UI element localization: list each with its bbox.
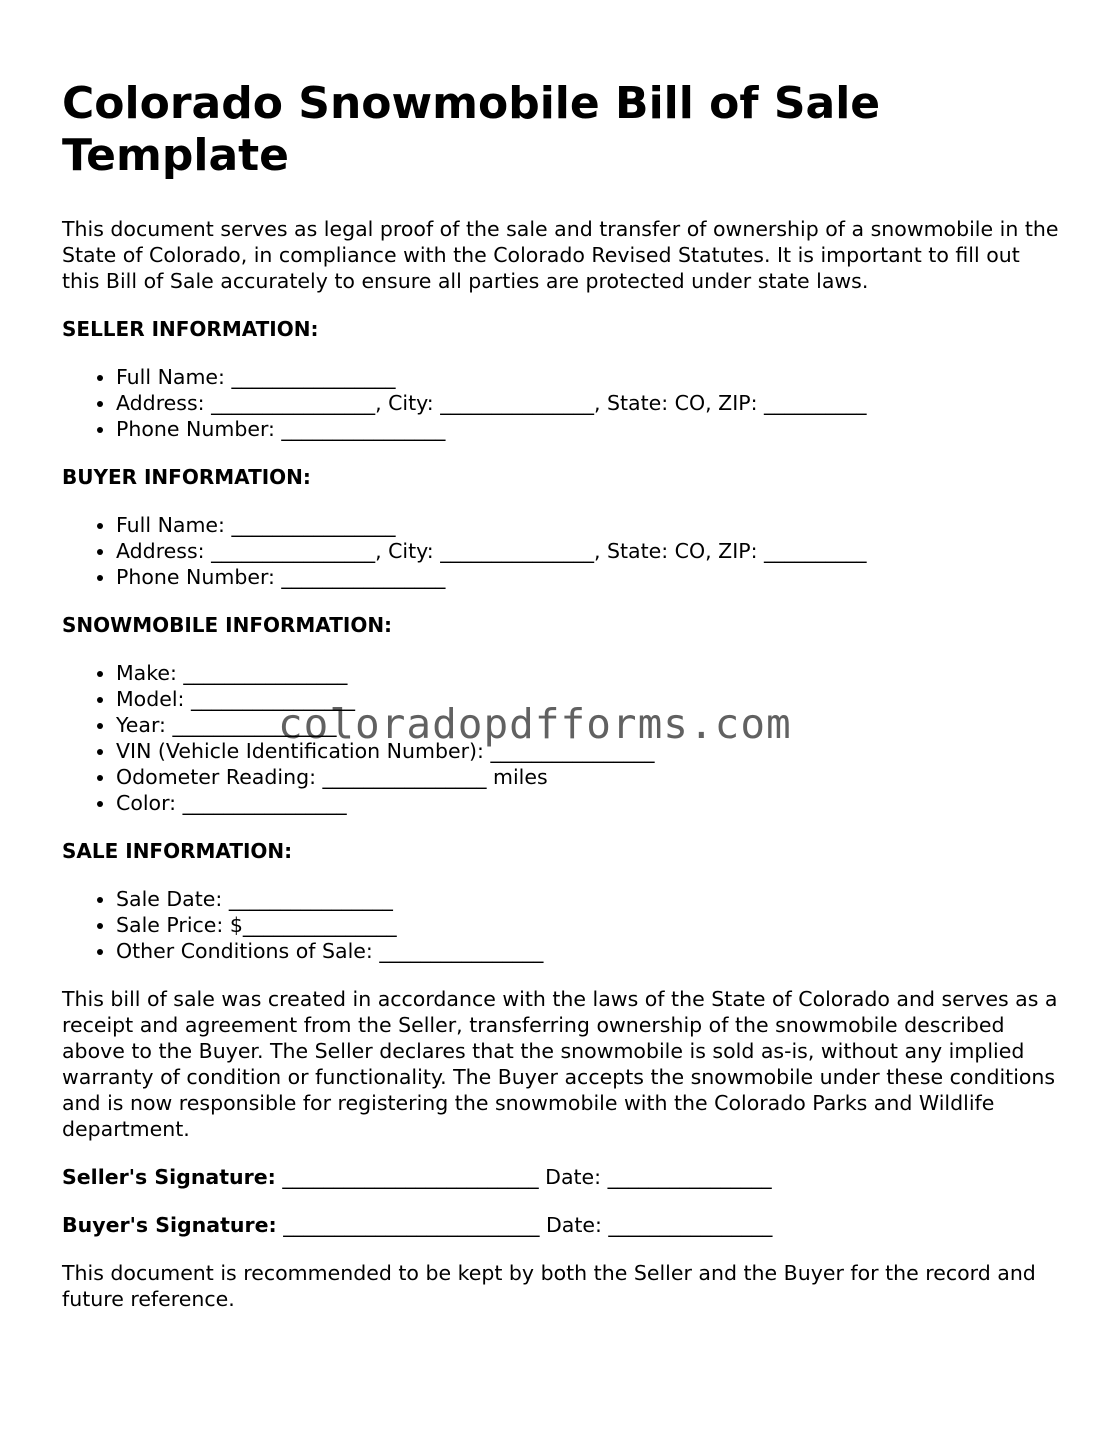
seller-address-field: • Address: ________________, City: _______________, State: CO, ZIP: __________ <box>116 390 1062 416</box>
sale-price-field: • Sale Price: $_______________ <box>116 912 1062 938</box>
buyer-signature-line <box>62 1212 1062 1238</box>
sale-list <box>62 886 1062 964</box>
buyer-full-name-field: • Full Name: ________________ <box>116 512 1062 538</box>
sale-conditions-field: • Other Conditions of Sale: ________________ <box>116 938 1062 964</box>
buyer-heading: BUYER INFORMATION: <box>62 465 311 489</box>
buyer-list <box>62 512 1062 590</box>
declaration-paragraph: This bill of sale was created in accordance with the laws of the State of Colorado and serves as a receipt and agreement from the Seller, transferring ownership of the snowmobile described above to the Buyer. The Seller declares that the snowmobile is sold as-is, without any implied warranty of condition or functionality. The Buyer accepts the snowmobile under these conditions and is now responsible for registering the snowmobile with the Colorado Parks and Wildlife department. <box>62 987 1058 1141</box>
seller-signature-blanks: _________________________ Date: ________________ <box>282 1165 772 1189</box>
seller-heading: SELLER INFORMATION: <box>62 317 319 341</box>
buyer-signature-label: Buyer's Signature: <box>62 1213 277 1237</box>
seller-phone-field: • Phone Number: ________________ <box>116 416 1062 442</box>
seller-signature-line <box>62 1164 1062 1190</box>
snowmobile-heading: SNOWMOBILE INFORMATION: <box>62 613 393 637</box>
snowmobile-year-field: • Year: ________________ <box>116 712 1062 738</box>
buyer-address-field: • Address: ________________, City: _______________, State: CO, ZIP: __________ <box>116 538 1062 564</box>
sale-date-field: • Sale Date: ________________ <box>116 886 1062 912</box>
sale-heading: SALE INFORMATION: <box>62 839 293 863</box>
intro-paragraph: This document serves as legal proof of the sale and transfer of ownership of a snowmobile in the State of Colorado, in compliance with the Colorado Revised Statutes. It is important to fill out this Bill of Sale accurately to ensure all parties are protected under state laws. <box>62 217 1059 293</box>
snowmobile-color-field: • Color: ________________ <box>116 790 1062 816</box>
buyer-signature-blanks: _________________________ Date: ________________ <box>283 1213 773 1237</box>
buyer-phone-field: • Phone Number: ________________ <box>116 564 1062 590</box>
seller-list <box>62 364 1062 442</box>
snowmobile-model-field: • Model: ________________ <box>116 686 1062 712</box>
seller-signature-label: Seller's Signature: <box>62 1165 276 1189</box>
closing-paragraph: This document is recommended to be kept by both the Seller and the Buyer for the record and future reference. <box>62 1261 1036 1311</box>
page-title: Colorado Snowmobile Bill of Sale Template <box>62 78 881 181</box>
snowmobile-make-field: • Make: ________________ <box>116 660 1062 686</box>
snowmobile-odometer-field: • Odometer Reading: ________________ miles <box>116 764 1062 790</box>
watermark: coloradopdfforms.com <box>278 700 792 748</box>
snowmobile-vin-field: • VIN (Vehicle Identification Number): ________________ <box>116 738 1062 764</box>
seller-full-name-field: • Full Name: ________________ <box>116 364 1062 390</box>
